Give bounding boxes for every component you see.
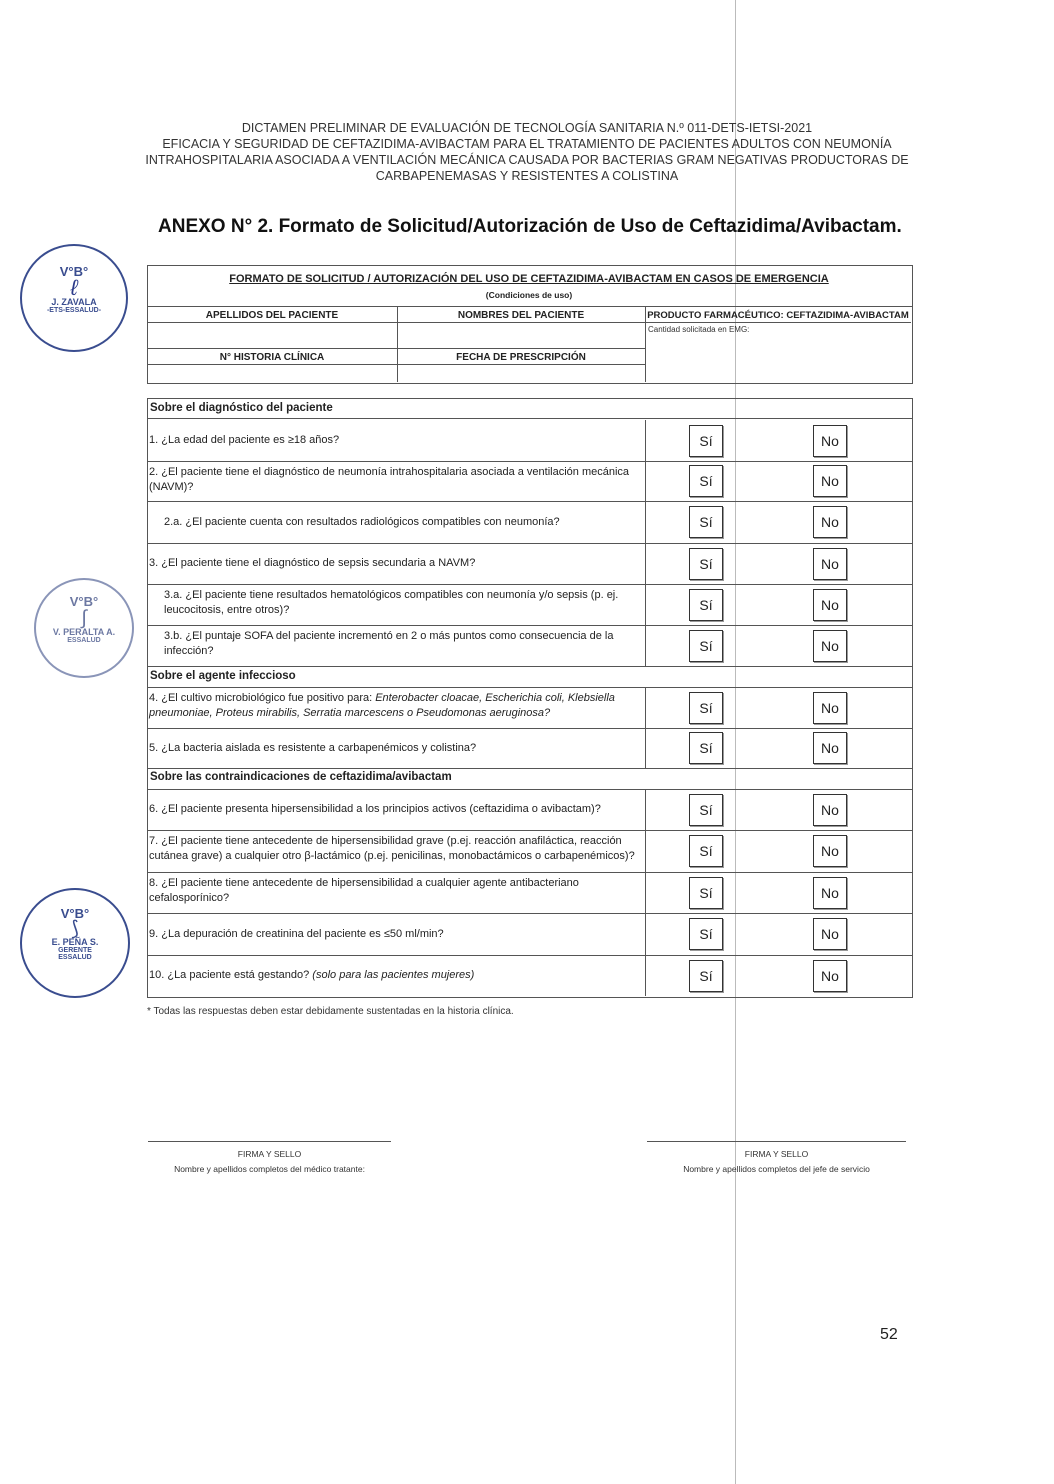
answer-yes-11[interactable]: Sí <box>689 877 723 909</box>
stamp-vb: V°B° <box>59 264 89 279</box>
answer-no-7[interactable]: No <box>813 692 847 724</box>
answer-no-8[interactable]: No <box>813 732 847 764</box>
cantidad-label: Cantidad solicitada en EMG: <box>648 325 750 334</box>
section-contra: Sobre las contraindicaciones de ceftazidima/avibactam <box>150 771 452 783</box>
stamp-name: J. ZAVALA <box>51 297 97 307</box>
question-3: 2.a. ¿El paciente cuenta con resultados radiológicos compatibles con neumonía? <box>164 515 560 528</box>
answer-no-6[interactable]: No <box>813 630 847 662</box>
question-5: 3.a. ¿El paciente tiene resultados hematológicos compatibles con neumonía y/o sepsis (p. ej. leucocitosis, entre otros)? <box>164 589 619 616</box>
stamp-pena <box>20 888 130 998</box>
section-agente: Sobre el agente infeccioso <box>150 670 296 682</box>
signature-left-name: Nombre y apellidos completos del médico tratante: <box>174 1164 365 1174</box>
header-line-4: CARBAPENEMASAS Y RESISTENTES A COLISTINA <box>375 169 679 183</box>
answer-yes-6[interactable]: Sí <box>689 630 723 662</box>
question-13: 10. ¿La paciente está gestando? (solo para las pacientes mujeres) <box>149 969 475 981</box>
page-title: ANEXO N° 2. Formato de Solicitud/Autorización de Uso de Ceftazidima/Avibactam. <box>158 216 902 237</box>
signature-right-label: FIRMA Y SELLO <box>744 1149 809 1159</box>
answer-no-3[interactable]: No <box>813 506 847 538</box>
question-4: 3. ¿El paciente tiene el diagnóstico de sepsis secundaria a NAVM? <box>149 557 476 569</box>
answer-yes-4[interactable]: Sí <box>689 548 723 580</box>
question-6: 3.b. ¿El puntaje SOFA del paciente incrementó en 2 o más puntos como consecuencia de la infección? <box>164 630 614 657</box>
form-heading: FORMATO DE SOLICITUD / AUTORIZACIÓN DEL USO DE CEFTAZIDIMA-AVIBACTAM EN CASOS DE EMERGENCIA <box>229 273 829 285</box>
answer-no-4[interactable]: No <box>813 548 847 580</box>
question-2: 2. ¿El paciente tiene el diagnóstico de neumonía intrahospitalaria asociada a ventilación mecánica (NAVM)? <box>149 466 630 493</box>
signature-scribble-icon: ⟆ <box>71 918 79 940</box>
stamp-role: GERENTE <box>58 947 92 954</box>
page-number: 52 <box>880 1326 898 1343</box>
header-line-3: INTRAHOSPITALARIA ASOCIADA A VENTILACIÓN MECÁNICA CAUSADA POR BACTERIAS GRAM NEGATIVAS PRODUCTORAS DE <box>145 153 909 167</box>
answer-yes-12[interactable]: Sí <box>689 918 723 950</box>
col-producto: PRODUCTO FARMACÉUTICO: CEFTAZIDIMA-AVIBACTAM <box>647 310 909 321</box>
answer-yes-8[interactable]: Sí <box>689 732 723 764</box>
answer-no-10[interactable]: No <box>813 835 847 867</box>
col-nombres: NOMBRES DEL PACIENTE <box>457 310 585 321</box>
question-7: 4. ¿El cultivo microbiológico fue positivo para: Enterobacter cloacae, Escherichia coli, Klebsiella pneumoniae, Proteus mirabilis, Serratia marcescens o Pseudomonas aeruginosa? <box>149 692 615 719</box>
question-1: 1. ¿La edad del paciente es ≥18 años? <box>149 434 340 446</box>
answer-yes-13[interactable]: Sí <box>689 960 723 992</box>
answer-yes-9[interactable]: Sí <box>689 794 723 826</box>
stamp-name: E. PEÑA S. <box>51 937 99 947</box>
question-11: 8. ¿El paciente tiene antecedente de hipersensibilidad a cualquier agente antibacteriano cefalosporínico? <box>149 877 579 904</box>
col-historia: N° HISTORIA CLÍNICA <box>219 352 325 363</box>
answer-yes-5[interactable]: Sí <box>689 589 723 621</box>
col-fecha: FECHA DE PRESCRIPCIÓN <box>456 352 586 363</box>
answer-no-2[interactable]: No <box>813 465 847 497</box>
section-diagnostico: Sobre el diagnóstico del paciente <box>150 402 333 414</box>
stamp-foot: ESSALUD <box>67 637 101 644</box>
question-10: 7. ¿El paciente tiene antecedente de hipersensibilidad grave (p.ej. reacción anafiláctica, reacción cutánea grave) a cualquier otro β-lactámico (p.ej. penicilinas, monobactámicos o carbapenémicos)? <box>149 835 635 862</box>
footnote: * Todas las respuestas deben estar debidamente sustentadas en la historia clínica. <box>147 1006 514 1017</box>
stamp-zavala <box>20 244 128 352</box>
stamp-name: V. PERALTA A. <box>52 627 116 637</box>
answer-no-13[interactable]: No <box>813 960 847 992</box>
answer-yes-2[interactable]: Sí <box>689 465 723 497</box>
stamp-vb: V°B° <box>69 594 99 609</box>
answer-yes-10[interactable]: Sí <box>689 835 723 867</box>
header-line-2: EFICACIA Y SEGURIDAD DE CEFTAZIDIMA-AVIBACTAM PARA EL TRATAMIENTO DE PACIENTES ADULTOS CON NEUMONÍA <box>162 137 892 151</box>
header-line-1: DICTAMEN PRELIMINAR DE EVALUACIÓN DE TECNOLOGÍA SANITARIA N.º 011-DETS-IETSI-2021 <box>241 121 813 135</box>
question-9: 6. ¿El paciente presenta hipersensibilidad a los principios activos (ceftazidima o avibactam)? <box>149 803 601 815</box>
form-subheading: (Condiciones de uso) <box>485 290 573 300</box>
stamp-peralta <box>34 578 134 678</box>
question-8: 5. ¿La bacteria aislada es resistente a carbapenémicos y colistina? <box>149 741 477 754</box>
signature-right-name: Nombre y apellidos completos del jefe de servicio <box>683 1164 870 1174</box>
answer-yes-1[interactable]: Sí <box>689 425 723 457</box>
answer-no-1[interactable]: No <box>813 425 847 457</box>
col-apellidos: APELLIDOS DEL PACIENTE <box>205 310 339 321</box>
answer-yes-7[interactable]: Sí <box>689 692 723 724</box>
stamp-foot: -ETS-ESSALUD- <box>46 307 102 314</box>
signature-scribble-icon: ℓ <box>70 275 78 300</box>
answer-no-5[interactable]: No <box>813 589 847 621</box>
stamp-foot: ESSALUD <box>58 954 92 961</box>
stamp-vb: V°B° <box>60 906 90 921</box>
signature-left-label: FIRMA Y SELLO <box>237 1149 302 1159</box>
answer-yes-3[interactable]: Sí <box>689 506 723 538</box>
question-12: 9. ¿La depuración de creatinina del paciente es ≤50 ml/min? <box>149 927 444 940</box>
answer-no-9[interactable]: No <box>813 794 847 826</box>
signature-scribble-icon: ∫ <box>81 607 87 629</box>
answer-no-11[interactable]: No <box>813 877 847 909</box>
answer-no-12[interactable]: No <box>813 918 847 950</box>
